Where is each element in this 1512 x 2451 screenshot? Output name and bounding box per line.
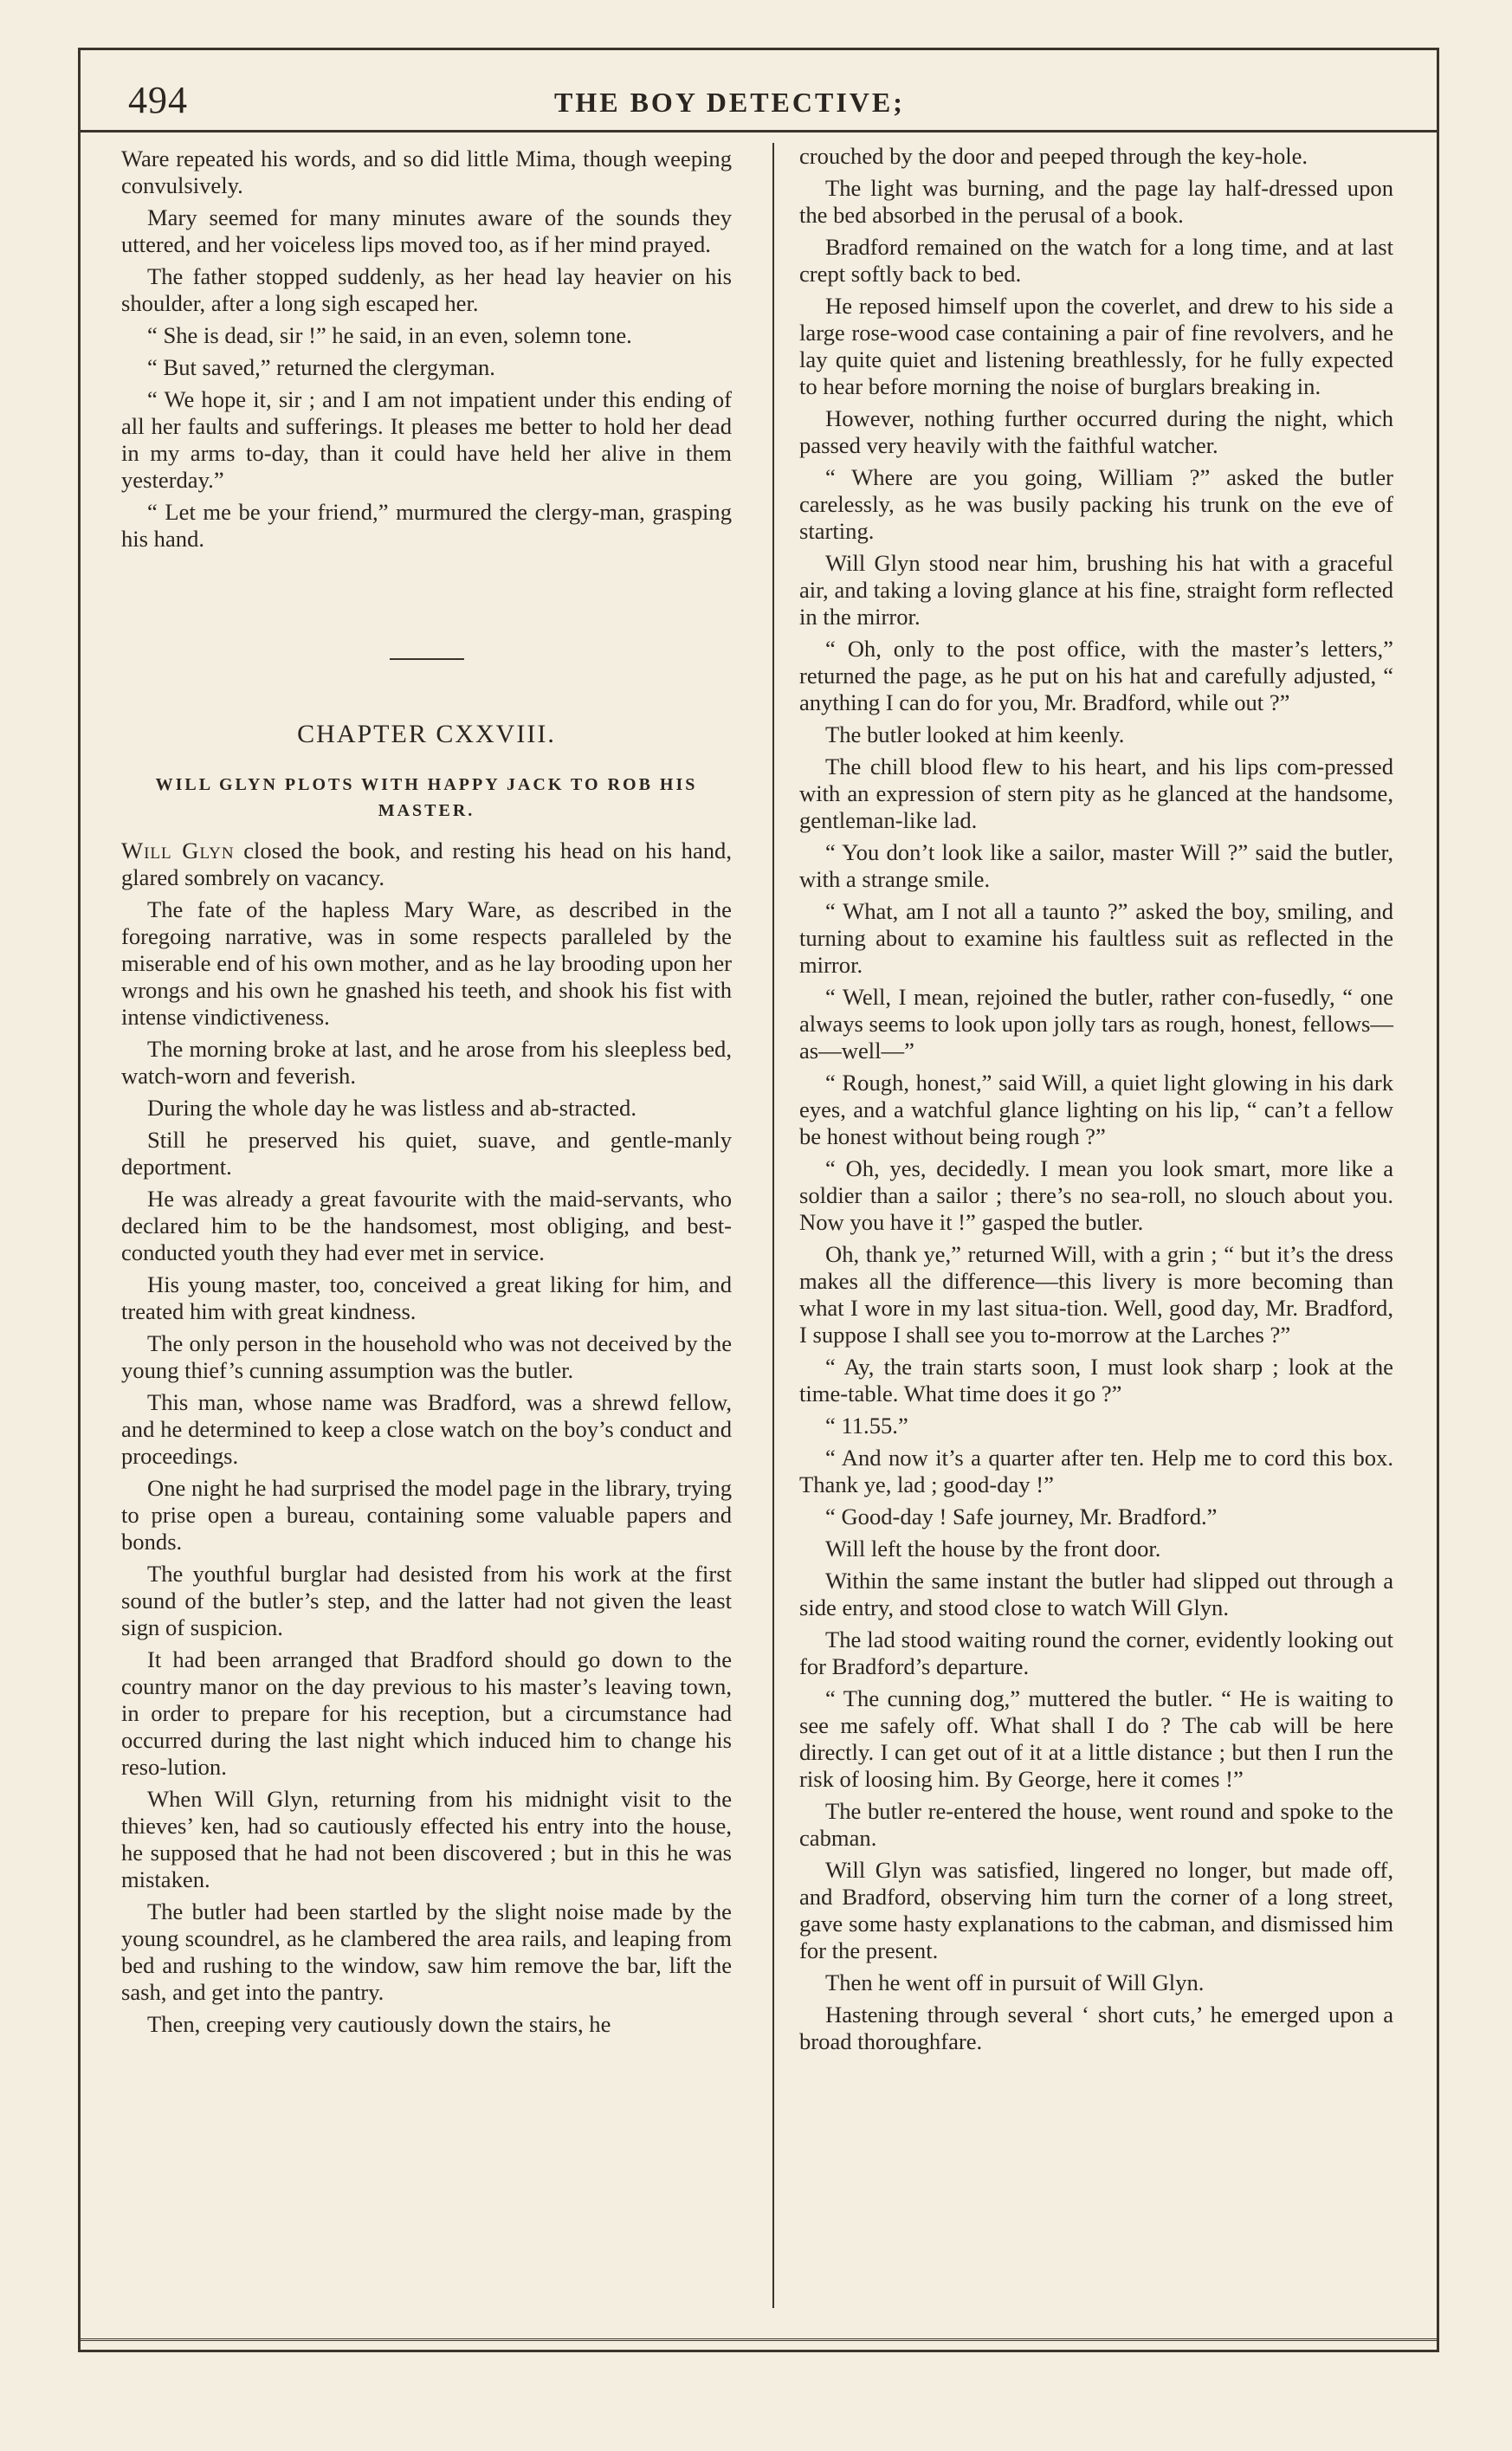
paragraph: Will Glyn was satisfied, lingered no longer, but made off, and Bradford, observing him turn the corner of a long street, gave some hasty explanations to the cabman, and dismissed him for the present.	[799, 1857, 1393, 1963]
paragraph: The butler had been startled by the slight noise made by the young scoundrel, as he clambered the area rails, and leaping from bed and rushing to the window, saw him remove the bar, lift the sash, and get into the pantry.	[121, 1898, 732, 2005]
paragraph: He was already a great favourite with the maid-servants, who declared him to be the handsomest, most obliging, and best-conducted youth they had ever met in service.	[121, 1186, 732, 1265]
paragraph: “ Where are you going, William ?” asked the butler carelessly, as he was busily packing his trunk on the eve of starting.	[799, 464, 1393, 544]
paragraph: It had been arranged that Bradford should go down to the country manor on the day previous to his master’s leaving town, in order to prepare for his reception, but a circumstance had occurred during the last night which induced him to change his reso-lution.	[121, 1646, 732, 1780]
paragraph: The morning broke at last, and he arose from his sleepless bed, watch-worn and feverish.	[121, 1036, 732, 1089]
right-column	[772, 143, 1393, 2308]
opening-name: Will Glyn	[121, 837, 235, 863]
paragraph: Will left the house by the front door.	[825, 1536, 1161, 1562]
paragraph: “ And now it’s a quarter after ten. Help me to cord this box. Thank ye, lad ; good-day !”	[799, 1445, 1393, 1497]
paragraph: “ We hope it, sir ; and I am not impatient under this ending of all her faults and sufferings. It pleases me better to hold her dead in my arms to-day, than it could have held her alive in them yesterday.”	[121, 386, 732, 493]
paragraph: “ 11.55.”	[825, 1413, 908, 1439]
paragraph: One night he had surprised the model page in the library, trying to prise open a bureau, containing some valuable papers and bonds.	[121, 1475, 732, 1555]
paragraph: The butler looked at him keenly.	[825, 721, 1125, 747]
paragraph: The only person in the household who was not deceived by the young thief’s cunning assumption was the butler.	[121, 1330, 732, 1383]
paragraph: However, nothing further occurred during the night, which passed very heavily with the faithful watcher.	[799, 405, 1393, 458]
paragraph: When Will Glyn, returning from his midnight visit to the thieves’ ken, had so cautiously effected his entry into the house, he supposed that he had not been discovered ; but in this he was mistaken.	[121, 1786, 732, 1892]
paragraph: The father stopped suddenly, as her head lay heavier on his shoulder, after a long sigh escaped her.	[121, 263, 732, 316]
paragraph: Mary seemed for many minutes aware of the sounds they uttered, and her voiceless lips moved too, as if her mind prayed.	[121, 204, 732, 257]
paragraph: Will Glyn stood near him, brushing his hat with a graceful air, and taking a loving glance at his fine, straight form reflected in the mirror.	[799, 550, 1393, 630]
section-divider	[390, 658, 464, 660]
paragraph: Hastening through several ‘ short cuts,’ he emerged upon a broad thoroughfare.	[799, 2002, 1393, 2054]
footer-rule	[78, 2338, 1439, 2341]
paragraph: Then, creeping very cautiously down the stairs, he	[147, 2011, 611, 2037]
paragraph: This man, whose name was Bradford, was a shrewd fellow, and he determined to keep a close watch on the boy’s conduct and proceedings.	[121, 1389, 732, 1469]
paragraph: Within the same instant the butler had slipped out through a side entry, and stood close to watch Will Glyn.	[799, 1568, 1393, 1620]
chapter-subtitle: WILL GLYN PLOTS WITH HAPPY JACK TO ROB HIS MASTER.	[155, 775, 698, 820]
paragraph: During the whole day he was listless and ab-stracted.	[147, 1095, 636, 1121]
paragraph: “ Rough, honest,” said Will, a quiet light glowing in his dark eyes, and a watchful glance lighting on his lip, “ can’t a fellow be honest without being rough ?”	[799, 1070, 1393, 1149]
paragraph: Oh, thank ye,” returned Will, with a grin ; “ but it’s the dress makes all the difference—this livery is more becoming than what I wore in my last situa-tion. Well, good day, Mr. Bradford, I suppose I shall see you to-morrow at the Larches ?”	[799, 1241, 1393, 1348]
paragraph: “ Oh, yes, decidedly. I mean you look smart, more like a soldier than a sailor ; there’s no sea-roll, no slouch about you. Now you have it !” gasped the butler.	[799, 1155, 1393, 1235]
paragraph: He reposed himself upon the coverlet, and drew to his side a large rose-wood case containing a pair of fine revolvers, and he lay quite quiet and listening breathlessly, for he fully expected to hear before morning the noise of burglars breaking in.	[799, 293, 1393, 399]
opening-text: closed the book, and resting his head on his hand, glared sombrely on vacancy.	[121, 837, 733, 890]
paragraph: “ The cunning dog,” muttered the butler. “ He is waiting to see me safely off. What shall I do ? The cab will be here directly. I can get out of it at a little distance ; but then I run the risk of loosing him. By George, here it comes !”	[799, 1685, 1393, 1792]
paragraph: Still he preserved his quiet, suave, and gentle-manly deportment.	[121, 1127, 732, 1180]
paragraph: Bradford remained on the watch for a long time, and at last crept softly back to bed.	[799, 234, 1393, 287]
paragraph: “ What, am I not all a taunto ?” asked the boy, smiling, and turning about to examine his faultless suit as reflected in the mirror.	[799, 898, 1393, 978]
left-column	[121, 146, 732, 2043]
paragraph: The butler re-entered the house, went round and spoke to the cabman.	[799, 1798, 1393, 1851]
paragraph: Then he went off in pursuit of Will Glyn.	[825, 1969, 1205, 1995]
running-title: THE BOY DETECTIVE;	[554, 87, 905, 118]
paragraph: The youthful burglar had desisted from his work at the first sound of the butler’s step, and the latter had not given the least sign of suspicion.	[121, 1561, 732, 1640]
page-number: 494	[128, 79, 188, 121]
spacer	[121, 558, 732, 622]
paragraph: The light was burning, and the page lay half-dressed upon the bed absorbed in the perusal of a book.	[799, 175, 1393, 228]
paragraph: Ware repeated his words, and so did little Mima, though weeping convulsively.	[121, 146, 732, 198]
continued-paragraph: crouched by the door and peeped through the key-hole.	[799, 143, 1308, 169]
chapter-opening-paragraph	[121, 837, 732, 891]
header-rule	[78, 130, 1439, 133]
chapter-heading: CHAPTER CXXVIII.	[297, 720, 556, 748]
paragraph: “ Well, I mean, rejoined the butler, rather con-fusedly, “ one always seems to look upon jolly tars as rough, honest, fellows—as—well—”	[799, 984, 1393, 1064]
paragraph: “ She is dead, sir !” he said, in an even, solemn tone.	[147, 322, 632, 348]
paragraph: The lad stood waiting round the corner, evidently looking out for Bradford’s departure.	[799, 1626, 1393, 1679]
paragraph: His young master, too, conceived a great liking for him, and treated him with great kindness.	[121, 1271, 732, 1324]
paragraph: “ Let me be your friend,” murmured the clergy-man, grasping his hand.	[121, 499, 732, 552]
paragraph: “ You don’t look like a sailor, master Will ?” said the butler, with a strange smile.	[799, 839, 1393, 892]
paragraph: The fate of the hapless Mary Ware, as described in the foregoing narrative, was in some respects paralleled by the miserable end of his own mother, and as he lay brooding upon her wrongs and his own he gnashed his teeth, and shook his fist with intense vindictiveness.	[121, 896, 732, 1030]
paragraph: “ But saved,” returned the clergyman.	[147, 354, 495, 380]
paragraph: “ Oh, only to the post office, with the master’s letters,” returned the page, as he put on his hat and carefully adjusted, “ anything I can do for you, Mr. Bradford, while out ?”	[799, 636, 1393, 715]
paragraph: The chill blood flew to his heart, and his lips com-pressed with an expression of stern pity as he glanced at the handsome, gentleman-like lad.	[799, 753, 1393, 833]
paragraph: “ Ay, the train starts soon, I must look sharp ; look at the time-table. What time does it go ?”	[799, 1354, 1393, 1407]
paragraph: “ Good-day ! Safe journey, Mr. Bradford.”	[825, 1504, 1218, 1529]
